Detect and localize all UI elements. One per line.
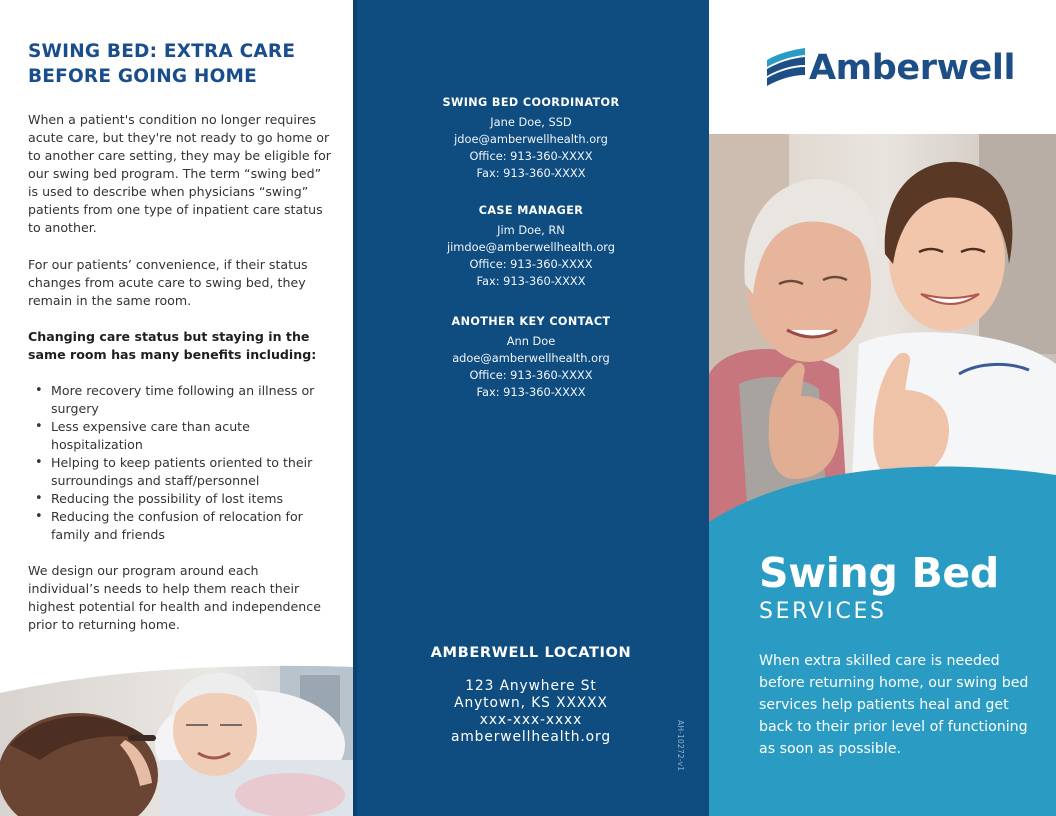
location-heading: AMBERWELL LOCATION (430, 644, 632, 661)
location-website[interactable]: amberwellhealth.org (450, 729, 612, 745)
benefits-lead: Changing care status but staying in the same room has many benefits including: (28, 329, 317, 362)
location-phone: xxx-xxx-xxxx (479, 712, 583, 728)
document-code: AH-10272-v1 (676, 720, 685, 772)
contact-name: Jane Doe, SSD (490, 115, 572, 129)
list-item: • Less expensive care than acute hospitalization (28, 418, 332, 454)
left-panel (0, 0, 353, 816)
contact-email[interactable]: jdoe@amberwellhealth.org (454, 132, 608, 146)
location-city: Anytown, KS XXXXX (454, 695, 608, 711)
list-item: • Helping to keep patients oriented to their surroundings and staff/personnel (28, 454, 332, 490)
brand-name: Amberwell (809, 48, 1016, 88)
contact-panel (353, 0, 709, 816)
cover-subtitle: SERVICES (759, 599, 887, 624)
location-street: 123 Anywhere St (465, 678, 597, 694)
contact-fax: Fax: 913-360-XXXX (476, 385, 586, 399)
contact-role: ANOTHER KEY CONTACT (451, 315, 611, 328)
contact-role: SWING BED COORDINATOR (442, 96, 620, 109)
cover-panel (709, 0, 1056, 816)
list-item: • More recovery time following an illness or surgery (28, 382, 332, 418)
cover-intro: When extra skilled care is needed before returning home, our swing bed services help patients heal and get back to their prior level of functioning as soon as possible. (759, 653, 1029, 757)
contact-case-manager (353, 202, 709, 290)
convenience-paragraph: For our patients’ convenience, if their status changes from acute care to swing bed, they remain in the same room. (28, 257, 308, 308)
contact-role: CASE MANAGER (478, 204, 584, 217)
contact-email[interactable]: adoe@amberwellhealth.org (452, 351, 610, 365)
section-heading: SWING BED: EXTRA CARE BEFORE GOING HOME (28, 41, 296, 87)
contact-fax: Fax: 913-360-XXXX (476, 274, 586, 288)
list-item: • Reducing the possibility of lost items (28, 490, 332, 508)
contact-email[interactable]: jimdoe@amberwellhealth.org (446, 240, 616, 254)
contact-name: Jim Doe, RN (497, 223, 565, 237)
patient-photo (0, 665, 353, 816)
contact-fax: Fax: 913-360-XXXX (476, 166, 586, 180)
contact-office: Office: 913-360-XXXX (469, 149, 593, 163)
contact-office: Office: 913-360-XXXX (469, 368, 593, 382)
contact-key (353, 313, 709, 401)
contact-coordinator (353, 94, 709, 182)
contact-name: Ann Doe (506, 334, 556, 348)
cover-title: Swing Bed (759, 549, 999, 597)
list-item: • Reducing the confusion of relocation for family and friends (28, 508, 332, 544)
contact-office: Office: 913-360-XXXX (469, 257, 593, 271)
closing-paragraph: We design our program around each individual’s needs to help them reach their highest potential for health and independence prior to returning home. (28, 563, 321, 632)
location-block (353, 643, 709, 746)
benefits-list (28, 382, 332, 544)
intro-paragraph: When a patient's condition no longer requires acute care, but they're not ready to go home or to another care setting, they may be eligible for our swing bed program. The term “swing bed” is used to describe when physicians “swing” patients from one type of inpatient care status to another. (28, 112, 331, 235)
